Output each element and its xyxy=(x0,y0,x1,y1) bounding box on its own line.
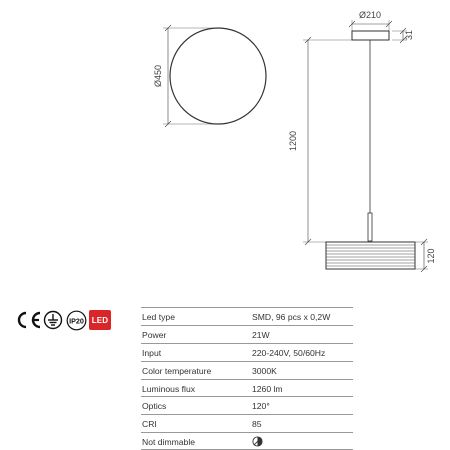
spec-label: Input xyxy=(142,347,162,358)
cable-length-dimension xyxy=(303,37,352,245)
spec-row-cri xyxy=(141,414,353,432)
canopy-width-dimension xyxy=(349,20,392,31)
spec-row-power xyxy=(141,325,353,343)
spec-row-optics xyxy=(141,396,353,414)
spec-label: Led type xyxy=(142,312,175,322)
spec-label: Optics xyxy=(142,401,167,412)
not-dimmable-icon xyxy=(252,436,263,449)
spec-label: Luminous flux xyxy=(142,383,196,394)
spec-value: 120° xyxy=(252,401,270,412)
ip20-icon xyxy=(65,309,87,331)
spec-label: CRI xyxy=(142,419,157,430)
cable-sleeve xyxy=(368,213,372,241)
shade-height-label: 120 xyxy=(426,248,436,264)
spec-value: 3000K xyxy=(252,365,277,376)
spec-label: Color temperature xyxy=(142,365,212,376)
spec-value: 85 xyxy=(252,419,262,430)
lamp-top-view-circle xyxy=(170,28,266,124)
spec-row-led-type xyxy=(141,307,353,325)
ce-mark-icon xyxy=(14,309,42,331)
diameter-dimension xyxy=(163,25,218,127)
spec-row-not-dimmable xyxy=(141,432,353,450)
spec-label: Not dimmable xyxy=(142,437,196,448)
canopy xyxy=(352,31,389,40)
spec-value: 21W xyxy=(252,329,270,340)
specifications-table xyxy=(141,307,353,450)
diameter-label: Ø450 xyxy=(153,64,163,88)
lamp-shade-side-view xyxy=(326,242,415,269)
canopy-height-label: 31 xyxy=(404,29,414,41)
spec-value: 1260 lm xyxy=(252,383,283,394)
led-badge-icon: LED xyxy=(89,310,111,330)
spec-row-color-temperature xyxy=(141,361,353,379)
ip20-label: IP20 xyxy=(68,315,84,325)
canopy-diameter-label: Ø210 xyxy=(358,10,382,20)
class-i-earth-icon xyxy=(42,309,64,331)
spec-row-input xyxy=(141,343,353,361)
spec-value: SMD, 96 pcs x 0,2W xyxy=(252,312,331,322)
spec-label: Power xyxy=(142,329,167,340)
spec-value: 220-240V, 50/60Hz xyxy=(252,347,326,358)
spec-row-luminous-flux xyxy=(141,379,353,397)
cable-length-label: 1200 xyxy=(288,130,298,152)
